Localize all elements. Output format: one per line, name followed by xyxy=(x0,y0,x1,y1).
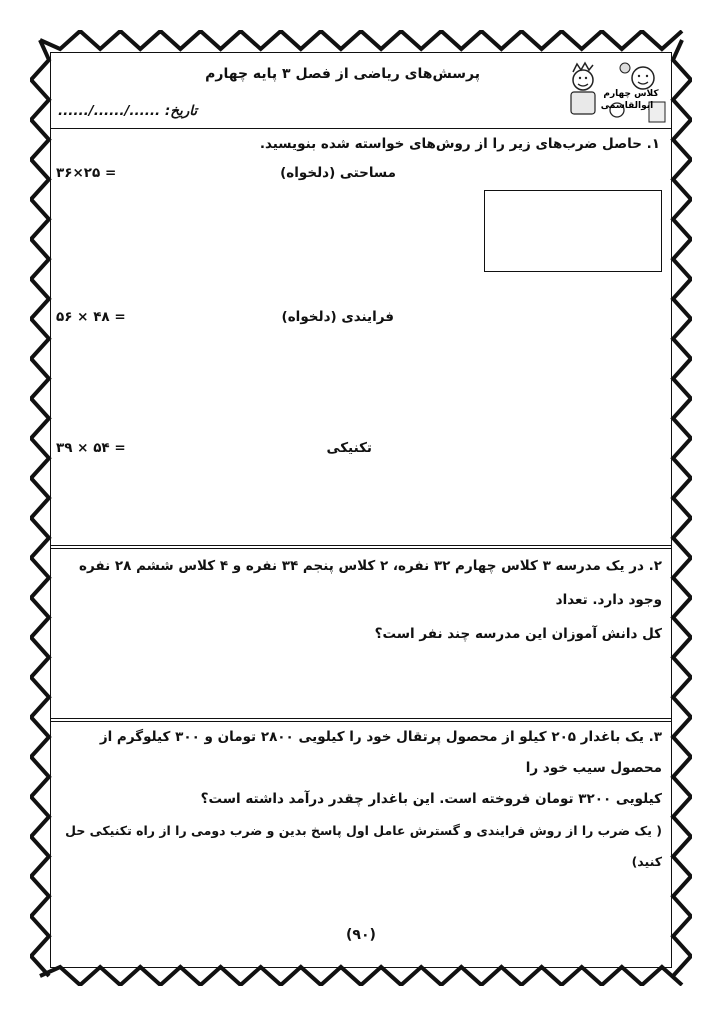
q1-expression-3: ۳۹ × ۵۴ = xyxy=(56,440,126,456)
q2-text xyxy=(50,549,662,651)
q2-line-2: کل دانش آموزان این مدرسه چند نفر است؟ xyxy=(374,626,662,642)
q1-method-area: مساحتی (دلخواه) xyxy=(280,165,396,181)
q1-method-process: فرایندی (دلخواه) xyxy=(281,309,394,325)
q2-line-1: ۲. در یک مدرسه ۳ کلاس چهارم ۳۲ نفره، ۲ کلاس پنجم ۳۴ نفره و ۴ کلاس ششم ۲۸ نفره وجود دارد. تعداد xyxy=(79,558,662,608)
q1-expression-2: ۵۶ × ۴۸ = xyxy=(56,309,126,325)
q1-instruction: ۱. حاصل ضرب‌های زیر را از روش‌های خواسته شده بنویسید. xyxy=(259,136,660,152)
answer-box[interactable] xyxy=(484,190,662,272)
q1-method-technical: تکنیکی xyxy=(326,440,372,456)
date-field[interactable]: تاریخ: ....../....../...... xyxy=(58,103,198,119)
q3-text xyxy=(50,722,662,877)
page-title: پرسش‌های ریاضی از فصل ۳ پایه چهارم xyxy=(205,66,480,82)
class-logo xyxy=(565,58,669,128)
header-divider xyxy=(50,128,672,129)
q3-line-1: ۳. یک باغدار ۲۰۵ کیلو از محصول پرتقال خود را کیلویی ۲۸۰۰ تومان و ۳۰۰ کیلوگرم از محصول سیب خود را xyxy=(99,729,662,776)
q1-expression-1: ۳۶×۲۵ = xyxy=(56,165,117,181)
q3-line-3: ( یک ضرب را از روش فرایندی و گسترش عامل اول پاسخ بدین و ضرب دومی را از راه تکنیکی حل کنید) xyxy=(65,823,662,869)
page-number: (۹۰) xyxy=(346,927,376,943)
logo-text-2: ابوالقاسمی xyxy=(600,101,654,111)
q3-line-2: کیلویی ۳۲۰۰ تومان فروخته است. این باغدار چقدر درآمد داشته است؟ xyxy=(200,791,662,807)
logo-text-1: کلاس چهارم xyxy=(603,89,659,99)
